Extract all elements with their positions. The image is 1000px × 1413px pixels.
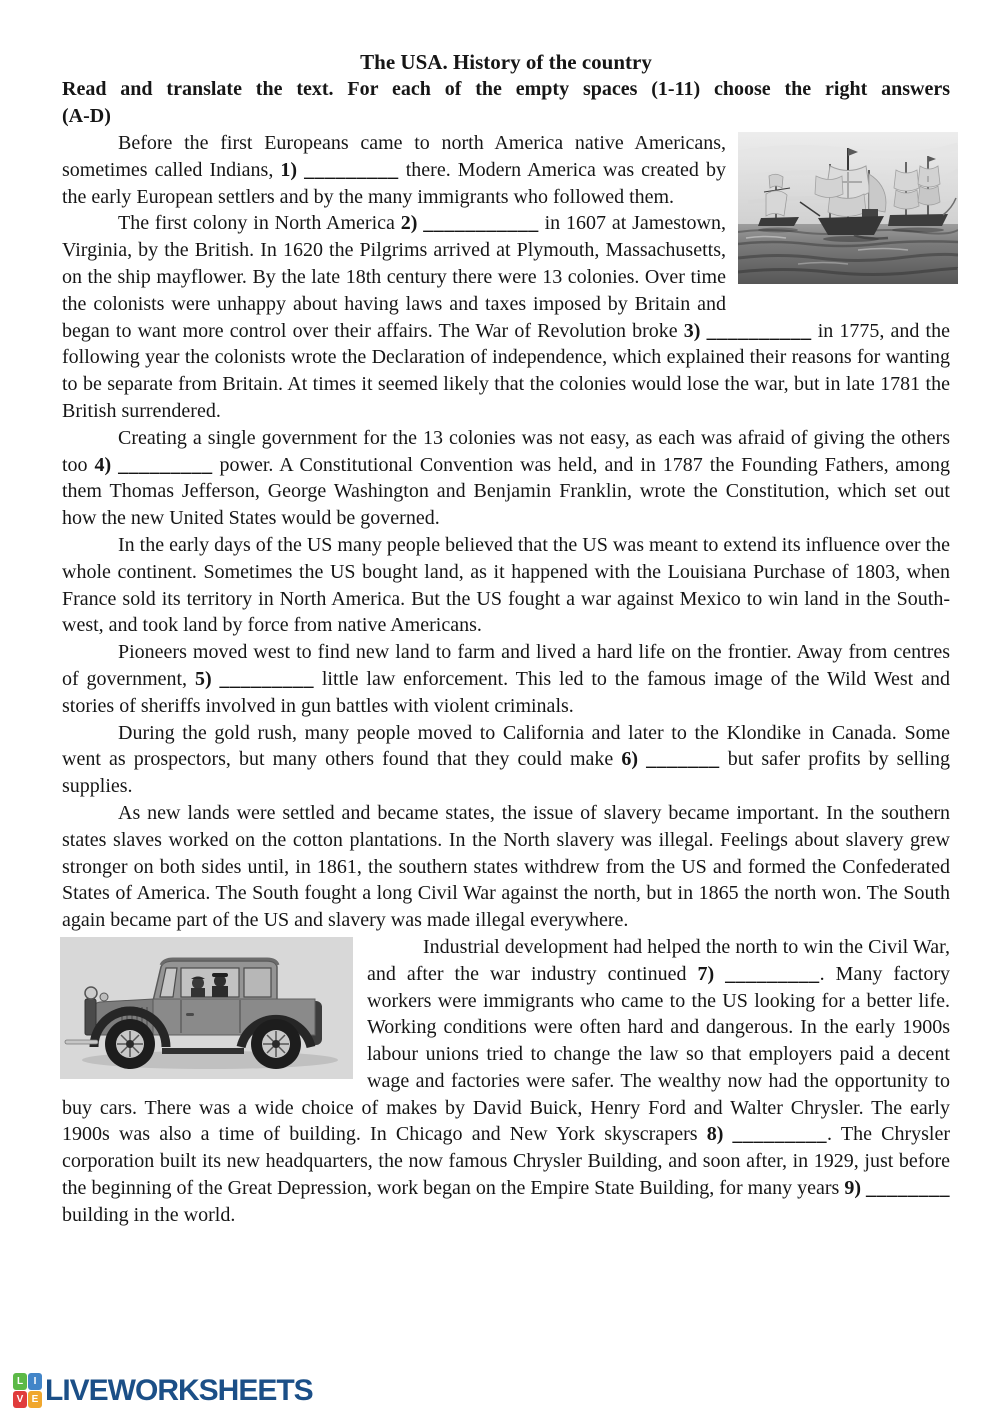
vintage-car-image <box>60 937 353 1079</box>
answer-blank-7[interactable]: _________ <box>725 962 820 985</box>
paragraph-6 <box>62 720 950 800</box>
logo-tile-l: L <box>13 1373 27 1390</box>
blank-number: 2) <box>400 212 424 235</box>
text-run: Before the first Europeans came to north America native Americans, sometimes called Indians, <box>62 132 726 181</box>
text-run: but safer profits by selling supplies. <box>62 748 950 798</box>
text-run: there. Modern America was created by the early European settlers and by the many immigrants who followed them. <box>62 158 726 208</box>
text-run: As new lands were settled and became states, the issue of slavery became important. In the southern states slaves worked on the cotton plantations. In the North slavery was illegal. Feelings about slavery grew stronger on both sides until, in 1861, the southern states withdrew from the US and formed the Confederated States of America. The South fought a long Civil War against the north, but in 1865 the north won. The South again became part of the US and slavery was made illegal everywhere. <box>62 801 950 932</box>
text-run: . The Chrysler corporation built its new headquarters, the now famous Chrysler Building, and soon after, in 1929, just before the beginning of the Great Depression, work began on the Empire State Building, for many years <box>62 1123 950 1200</box>
logo-tile-i: I <box>28 1373 42 1390</box>
answer-blank-3[interactable]: __________ <box>706 319 812 342</box>
paragraph-1 <box>62 130 950 210</box>
paragraph-4 <box>62 532 950 639</box>
paragraph-3 <box>62 425 950 532</box>
logo-tile-v: V <box>13 1391 27 1408</box>
paragraph-7 <box>62 800 950 934</box>
answer-blank-6[interactable]: _______ <box>646 748 720 771</box>
text-run: Industrial development had helped the north to win the Civil War, and after the war industry continued <box>367 935 950 985</box>
paragraph-5 <box>62 639 950 719</box>
text-run: Pioneers moved west to find new land to farm and lived a hard life on the frontier. Away from centres of government, <box>62 641 950 690</box>
text-run: Creating a single government for the 13 colonies was not easy, as each was afraid of giving the others too <box>62 426 950 476</box>
brand-wordmark: LIVEWORKSHEETS <box>45 1373 313 1407</box>
text-run: In the early days of the US many people believed that the US was meant to extend its influence over the whole continent. Sometimes the US bought land, as it happened with the Louisiana Purchase of 1803, when France sold its territory in North America. But the US fought a war against Mexico to win land in the South-west, and took land by force from native Americans. <box>62 533 950 637</box>
document-body <box>62 130 950 1229</box>
text-run: The first colony in North America <box>118 212 401 235</box>
answer-blank-9[interactable]: ________ <box>866 1177 950 1200</box>
blank-number: 9) <box>844 1177 866 1200</box>
blank-number: 8) <box>706 1123 733 1146</box>
liveworksheets-logo[interactable] <box>13 1373 313 1408</box>
text-run: little law enforcement. This led to the famous image of the Wild West and stories of sheriffs involved in gun battles with violent criminals. <box>62 667 950 717</box>
worksheet-title: The USA. History of the country <box>360 50 652 74</box>
text-run: in 1775, and the following year the colonists wrote the Declaration of independence, which explained their reasons for wanting to be separate from Britain. At times it seemed likely that the colonies would lose the war, but in late 1781 the British surrendered. <box>62 319 950 422</box>
answer-blank-2[interactable]: ___________ <box>423 212 539 235</box>
answer-blank-4[interactable]: _________ <box>118 453 213 476</box>
paragraph-8 <box>62 934 950 1229</box>
text-run: power. A Constitutional Convention was held, and in 1787 the Founding Fathers, among them Thomas Jefferson, George Washington and Benjamin Franklin, wrote the Constitution, which set out how the new United States would be governed. <box>62 453 950 530</box>
blank-number: 1) <box>280 158 305 181</box>
blank-number: 7) <box>697 962 726 985</box>
blank-number: 4) <box>94 453 119 476</box>
answer-blank-5[interactable]: _________ <box>219 667 314 690</box>
answer-blank-8[interactable]: _________ <box>732 1123 828 1146</box>
text-run: During the gold rush, many people moved to California and later to the Klondike in Canada. Some went as prospectors, but many others found that they could make <box>62 721 950 771</box>
text-run: building in the world. <box>62 1203 236 1226</box>
text-run: . Many factory workers were immigrants who came to the US looking for a better life. Working conditions were often hard and dangerous. In the early 1900s labour unions tried to change the law so that employers paid a decent wage and factories were safer. The wealthy now had the opportunity to buy cars. There was a wide choice of makes by David Buick, Henry Ford and Walter Chrysler. The early 1900s was also a time of building. In Chicago and New York skyscrapers <box>62 962 950 1146</box>
blank-number: 5) <box>194 667 220 690</box>
answer-blank-1[interactable]: _________ <box>304 158 399 181</box>
liveworksheets-icon <box>13 1373 42 1408</box>
logo-tile-e: E <box>28 1391 42 1408</box>
blank-number: 3) <box>683 319 707 342</box>
sailing-ships-image <box>738 132 958 284</box>
instruction-line-1: Read and translate the text. For each of the empty spaces (1-11) choose the right answers <box>62 78 950 100</box>
instruction-line-2: (A-D) <box>62 105 111 127</box>
blank-number: 6) <box>621 748 647 771</box>
text-run: in 1607 at Jamestown, Virginia, by the British. In 1620 the Pilgrims arrived at Plymouth, Massachusetts, on the ship mayflower. By the late 18th century there were 13 colonies. Over time the colonists were unhappy about having laws and taxes imposed by Britain and began to want more control over their affairs. The War of Revolution broke <box>62 212 726 342</box>
